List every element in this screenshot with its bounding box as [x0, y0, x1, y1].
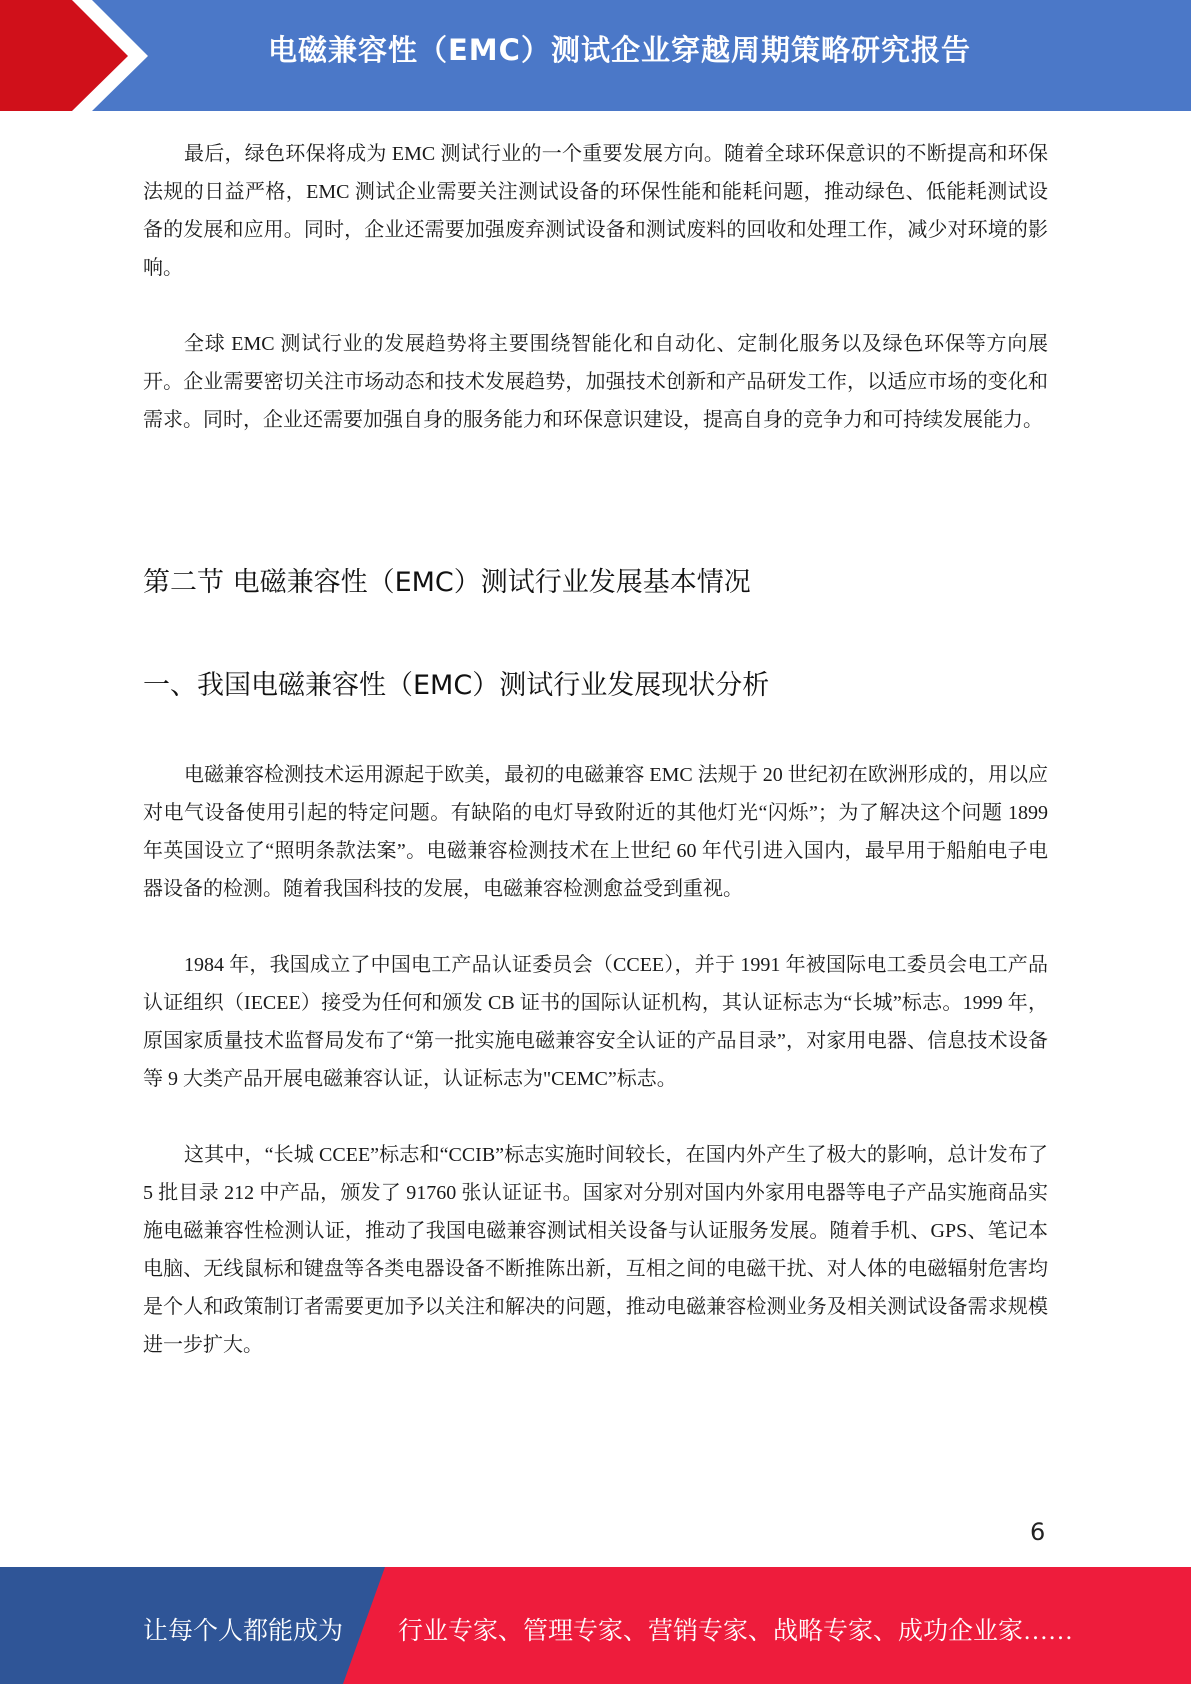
paragraph-emc-origin: 电磁兼容检测技术运用源起于欧美，最初的电磁兼容 EMC 法规于 20 世纪初在欧洲形成的，用以应对电气设备使用引起的特定问题。有缺陷的电灯导致附近的其他灯光“闪烁”；为了解决这个问题 1899 年英国设立了“照明条款法案”。电磁兼容检测技术在上世纪 60 年代引进入国内，最早用于船舶电子电器设备的检测。随着我国科技的发展，电磁兼容检测愈益受到重视。 [143, 764, 1048, 900]
subsection-heading: 一、我国电磁兼容性（EMC）测试行业发展现状分析 [143, 670, 770, 701]
page-footer [0, 1567, 1191, 1684]
footer-slogan-left: 让每个人都能成为 [143, 1618, 344, 1645]
paragraph-certification-impact: 这其中，“长城 CCEE”标志和“CCIB”标志实施时间较长，在国内外产生了极大的影响，总计发布了 5 批目录 212 中产品，颁发了 91760 张认证证书。国家对分别对国内外家用电器等电子产品实施商品实施电磁兼容性检测认证，推动了我国电磁兼容测试相关设备与认证服务发展。随着手机、GPS、笔记本电脑、无线鼠标和键盘等各类电器设备不断推陈出新，互相之间的电磁干扰、对人体的电磁辐射危害均是个人和政策制订者需要更加予以关注和解决的问题，推动电磁兼容检测业务及相关测试设备需求规模进一步扩大。 [143, 1144, 1048, 1356]
section-heading: 第二节 电磁兼容性（EMC）测试行业发展基本情况 [143, 567, 751, 598]
paragraph-global-trends: 全球 EMC 测试行业的发展趋势将主要围绕智能化和自动化、定制化服务以及绿色环保等方向展开。企业需要密切关注市场动态和技术发展趋势，加强技术创新和产品研发工作，以适应市场的变化和需求。同时，企业还需要加强自身的服务能力和环保意识建设，提高自身的竞争力和可持续发展能力。 [143, 333, 1048, 431]
paragraph-ccee-certification: 1984 年，我国成立了中国电工产品认证委员会（CCEE），并于 1991 年被国际电工委员会电工产品认证组织（IECEE）接受为任何和颁发 CB 证书的国际认证机构，其认证标志为“长城”标志。1999 年，原国家质量技术监督局发布了“第一批实施电磁兼容安全认证的产品目录”，对家用电器、信息技术设备等 9 大类产品开展电磁兼容认证，认证标志为"CEMC”标志。 [143, 954, 1048, 1090]
page-number: 6 [1030, 1518, 1046, 1546]
footer-slogan-right: 行业专家、管理专家、营销专家、战略专家、成功企业家…… [398, 1618, 1074, 1645]
report-title: 电磁兼容性（EMC）测试企业穿越周期策略研究报告 [268, 33, 971, 67]
page-header [0, 0, 1191, 111]
paragraph-green-environment: 最后，绿色环保将成为 EMC 测试行业的一个重要发展方向。随着全球环保意识的不断提高和环保法规的日益严格，EMC 测试企业需要关注测试设备的环保性能和能耗问题，推动绿色、低能耗测试设备的发展和应用。同时，企业还需要加强废弃测试设备和测试废料的回收和处理工作，减少对环境的影响。 [143, 143, 1048, 279]
